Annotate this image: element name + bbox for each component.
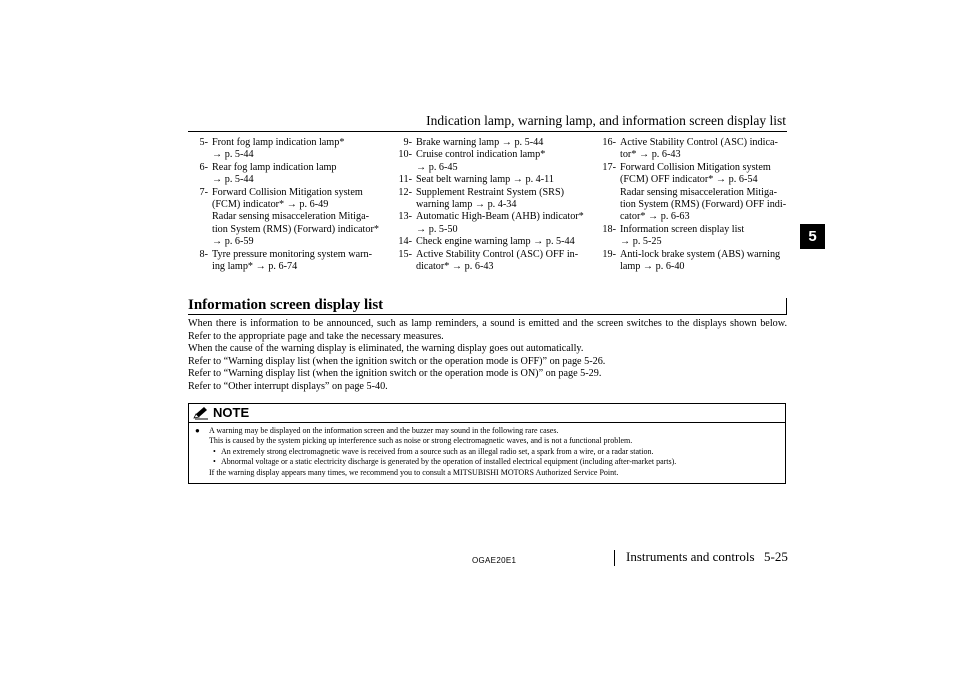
bullet-icon: •: [213, 457, 216, 467]
list-item: 10- Cruise control indication lamp* → p. 6-45: [398, 149, 546, 173]
pencil-note-icon: [193, 406, 210, 425]
list-item: 8- Tyre pressure monitoring system warn- ing lamp* → p. 6-74: [199, 248, 372, 273]
bullet-icon: •: [213, 446, 216, 456]
note-bullet: An extremely strong electromagnetic wave is received from a source such as an illegal radio set, a spark from a wire, or a radar station.: [221, 446, 654, 456]
list-item: 6- Rear fog lamp indication lamp → p. 5-44: [199, 161, 337, 186]
document-code: OGAE20E1: [472, 556, 517, 565]
footer-rule: [614, 550, 615, 566]
list-column-1: [194, 137, 386, 273]
list-item: 14- Check engine warning lamp → p. 5-44: [398, 236, 575, 248]
list-item: 9- Brake warning lamp → p. 5-44: [403, 137, 544, 148]
list-item: 19- Anti-lock brake system (ABS) warning lamp → p. 6-40: [602, 248, 781, 273]
note-main: A warning may be displayed on the information screen and the buzzer may sound in the following rare cases.: [209, 426, 559, 435]
header-rule: [188, 131, 787, 132]
note-cause: This is caused by the system picking up interference such as noise or strong electromagnetic waves, and is not a functional problem.: [209, 436, 633, 446]
list-item: 5- Front fog lamp indication lamp* → p. 5-44: [199, 137, 345, 161]
section-title: Information screen display list: [188, 297, 384, 313]
section-body: [188, 318, 787, 393]
body-line: When there is information to be announced, such as lamp reminders, a sound is emitted and the screen switches to the displays shown below.: [188, 318, 787, 329]
list-item: 13- Automatic High-Beam (AHB) indicator* → p. 5-50: [398, 211, 584, 235]
list-item: 7- Forward Collision Mitigation system (FCM) indicator* → p. 6-49 Radar sensing misacceleration Mitiga- tion System (RMS) (Forward) indicator* → p. 6-59: [199, 186, 379, 248]
note-body: [189, 423, 785, 478]
running-header: Indication lamp, warning lamp, and information screen display list: [426, 113, 786, 128]
list-item: 18- Information screen display list → p. 5-25: [602, 223, 745, 248]
chapter-tab: 5: [800, 224, 825, 249]
section-rule: [188, 314, 787, 315]
body-line: When the cause of the warning display is eliminated, the warning display goes out automatically.: [188, 343, 584, 354]
footer-section-name: Instruments and controls: [626, 549, 755, 564]
section-rule-tick: [786, 298, 787, 315]
list-item: 16- Active Stability Control (ASC) indica- tor* → p. 6-43: [602, 137, 778, 161]
list-item: 12- Supplement Restraint System (SRS) warning lamp → p. 4-34: [398, 186, 565, 211]
list-item: 17- Forward Collision Mitigation system (FCM) OFF indicator* → p. 6-54 Radar sensing misacceleration Mitiga- tion System (RMS) (Forward) OFF indi- cator* → p. 6-63: [602, 161, 787, 223]
note-bullet: Abnormal voltage or a static electricity discharge is generated by the operation of installed electrical equipment (including after-market parts).: [221, 457, 677, 467]
list-column-2: [396, 137, 596, 273]
body-line: Refer to “Other interrupt displays” on page 5-40.: [188, 380, 388, 392]
body-line: Refer to the appropriate page and take the necessary measures.: [188, 330, 444, 342]
note-label: NOTE: [213, 405, 250, 420]
note-box: [188, 403, 786, 484]
body-line: Refer to “Warning display list (when the ignition switch or the operation mode is ON)” on page 5-29.: [188, 368, 602, 379]
bullet-icon: ●: [195, 426, 200, 435]
list-item: 11- Seat belt warning lamp → p. 4-11: [398, 174, 554, 186]
list-item: 15- Active Stability Control (ASC) OFF in- dicator* → p. 6-43: [398, 248, 579, 273]
page-number: 5-25: [764, 549, 788, 564]
note-advice: If the warning display appears many times, we recommend you to consult a MITSUBISHI MOTORS Authorized Service Point.: [209, 467, 619, 477]
list-column-3: [600, 137, 792, 273]
body-line: Refer to “Warning display list (when the ignition switch or the operation mode is OFF)” on page 5-26.: [188, 355, 606, 367]
note-header: [189, 404, 785, 423]
